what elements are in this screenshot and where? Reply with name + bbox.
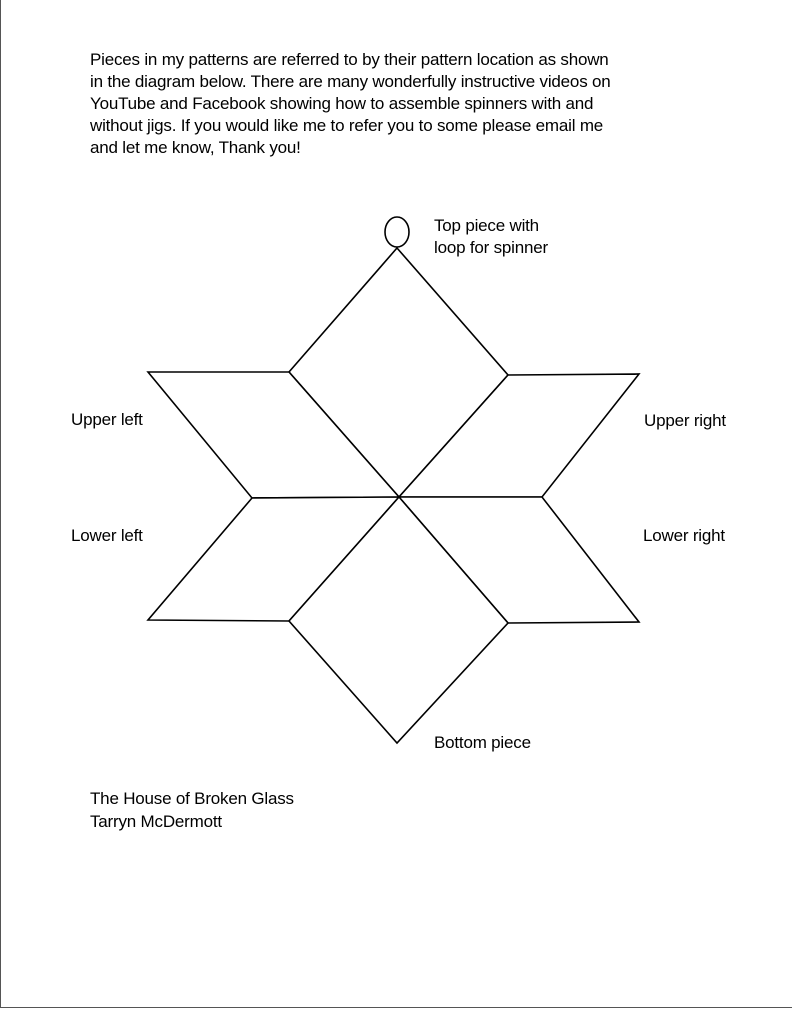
upper-left-label: Upper left [71, 410, 143, 429]
intro-line: without jigs. If you would like me to refer you to some please email me [90, 116, 604, 135]
lower-right-label: Lower right [643, 526, 725, 545]
author-name: Tarryn McDermott [90, 812, 222, 831]
lower-left-label: Lower left [71, 526, 143, 545]
intro-line: Pieces in my patterns are referred to by their pattern location as shown [90, 50, 609, 69]
star-spinner-diagram [1, 0, 793, 1008]
top-piece-label [434, 215, 548, 259]
bottom-piece-label: Bottom piece [434, 733, 531, 752]
intro-line: YouTube and Facebook showing how to assemble spinners with and [90, 94, 594, 113]
top-piece-label-line: Top piece with [434, 216, 539, 235]
intro-line: in the diagram below. There are many wonderfully instructive videos on [90, 72, 611, 91]
intro-line: and let me know, Thank you! [90, 138, 301, 157]
top-piece-label-line: loop for spinner [434, 238, 548, 257]
credit-block [90, 787, 294, 833]
business-name: The House of Broken Glass [90, 789, 294, 808]
spinner-loop-ring [385, 217, 409, 247]
upper-right-label: Upper right [644, 411, 726, 430]
